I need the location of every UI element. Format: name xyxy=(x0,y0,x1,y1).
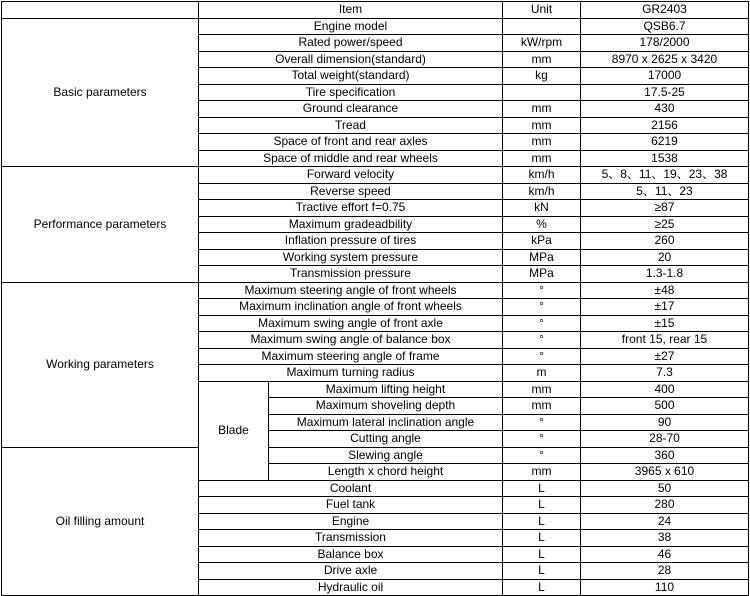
value-cell: 110 xyxy=(581,579,749,596)
group-blade: Blade xyxy=(199,381,269,480)
unit-cell: L xyxy=(503,480,581,497)
value-cell: ≥25 xyxy=(581,216,749,233)
value-cell: 7.3 xyxy=(581,365,749,382)
value-cell: 28 xyxy=(581,563,749,580)
value-cell: 430 xyxy=(581,101,749,118)
value-cell: ≥87 xyxy=(581,200,749,217)
unit-cell: km/h xyxy=(503,183,581,200)
unit-cell: mm xyxy=(503,134,581,151)
unit-cell: L xyxy=(503,530,581,547)
value-cell: ±48 xyxy=(581,282,749,299)
table-row xyxy=(2,282,749,299)
item-cell: Drive axle xyxy=(199,563,503,580)
item-cell: Rated power/speed xyxy=(199,35,503,52)
item-cell: Hydraulic oil xyxy=(199,579,503,596)
value-cell: 5、8、11、19、23、38 xyxy=(581,167,749,184)
value-cell: 20 xyxy=(581,249,749,266)
unit-cell: mm xyxy=(503,117,581,134)
item-cell: Length x chord height xyxy=(269,464,503,481)
unit-cell: L xyxy=(503,579,581,596)
item-cell: Slewing angle xyxy=(269,447,503,464)
item-cell: Tire specification xyxy=(199,84,503,101)
unit-cell: ° xyxy=(503,447,581,464)
unit-cell xyxy=(503,18,581,35)
item-cell: Coolant xyxy=(199,480,503,497)
item-cell: Maximum lifting height xyxy=(269,381,503,398)
unit-cell: mm xyxy=(503,381,581,398)
unit-cell: ° xyxy=(503,431,581,448)
header-unit: Unit xyxy=(503,2,581,19)
unit-cell: m xyxy=(503,365,581,382)
value-cell: ±27 xyxy=(581,348,749,365)
item-cell: Maximum swing angle of balance box xyxy=(199,332,503,349)
value-cell: 280 xyxy=(581,497,749,514)
item-cell: Working system pressure xyxy=(199,249,503,266)
value-cell: 46 xyxy=(581,546,749,563)
unit-cell: ° xyxy=(503,282,581,299)
item-cell: Maximum inclination angle of front wheels xyxy=(199,299,503,316)
value-cell: 38 xyxy=(581,530,749,547)
unit-cell: L xyxy=(503,563,581,580)
unit-cell: mm xyxy=(503,464,581,481)
unit-cell: mm xyxy=(503,150,581,167)
unit-cell: mm xyxy=(503,101,581,118)
group-working: Working parameters xyxy=(2,282,199,447)
value-cell: 17000 xyxy=(581,68,749,85)
value-cell: QSB6.7 xyxy=(581,18,749,35)
unit-cell: ° xyxy=(503,332,581,349)
item-cell: Ground clearance xyxy=(199,101,503,118)
unit-cell: mm xyxy=(503,398,581,415)
item-cell: Engine xyxy=(199,513,503,530)
group-performance: Performance parameters xyxy=(2,167,199,283)
value-cell: 17.5-25 xyxy=(581,84,749,101)
value-cell: 400 xyxy=(581,381,749,398)
item-cell: Tread xyxy=(199,117,503,134)
unit-cell: kg xyxy=(503,68,581,85)
item-cell: Space of middle and rear wheels xyxy=(199,150,503,167)
item-cell: Maximum turning radius xyxy=(199,365,503,382)
value-cell: 5、11、23 xyxy=(581,183,749,200)
item-cell: Overall dimension(standard) xyxy=(199,51,503,68)
item-cell: Maximum swing angle of front axle xyxy=(199,315,503,332)
value-cell: 28-70 xyxy=(581,431,749,448)
value-cell: 50 xyxy=(581,480,749,497)
spec-table xyxy=(1,1,749,596)
item-cell: Transmission pressure xyxy=(199,266,503,283)
value-cell: 360 xyxy=(581,447,749,464)
item-cell: Maximum shoveling depth xyxy=(269,398,503,415)
item-cell: Maximum steering angle of frame xyxy=(199,348,503,365)
unit-cell: L xyxy=(503,546,581,563)
value-cell: 1538 xyxy=(581,150,749,167)
item-cell: Maximum gradeadbility xyxy=(199,216,503,233)
table-row xyxy=(2,167,749,184)
item-cell: Cutting angle xyxy=(269,431,503,448)
header-row xyxy=(2,2,749,19)
item-cell: Tractive effort f=0.75 xyxy=(199,200,503,217)
value-cell: 500 xyxy=(581,398,749,415)
unit-cell: km/h xyxy=(503,167,581,184)
value-cell: 24 xyxy=(581,513,749,530)
unit-cell: L xyxy=(503,497,581,514)
item-cell: Maximum steering angle of front wheels xyxy=(199,282,503,299)
item-cell: Inflation pressure of tires xyxy=(199,233,503,250)
unit-cell: ° xyxy=(503,348,581,365)
unit-cell: kPa xyxy=(503,233,581,250)
value-cell: 1.3-1.8 xyxy=(581,266,749,283)
item-cell: Forward velocity xyxy=(199,167,503,184)
item-cell: Total weight(standard) xyxy=(199,68,503,85)
item-cell: Maximum lateral inclination angle xyxy=(269,414,503,431)
unit-cell xyxy=(503,84,581,101)
unit-cell: L xyxy=(503,513,581,530)
item-cell: Fuel tank xyxy=(199,497,503,514)
unit-cell: MPa xyxy=(503,249,581,266)
unit-cell: ° xyxy=(503,414,581,431)
value-cell: 6219 xyxy=(581,134,749,151)
value-cell: 90 xyxy=(581,414,749,431)
header-blank xyxy=(2,2,199,19)
unit-cell: MPa xyxy=(503,266,581,283)
group-basic: Basic parameters xyxy=(2,18,199,167)
unit-cell: % xyxy=(503,216,581,233)
unit-cell: mm xyxy=(503,51,581,68)
unit-cell: kN xyxy=(503,200,581,217)
unit-cell: ° xyxy=(503,299,581,316)
value-cell: 260 xyxy=(581,233,749,250)
item-cell: Reverse speed xyxy=(199,183,503,200)
value-cell: 2156 xyxy=(581,117,749,134)
item-cell: Space of front and rear axles xyxy=(199,134,503,151)
value-cell: 3965 x 610 xyxy=(581,464,749,481)
header-item: Item xyxy=(199,2,503,19)
item-cell: Engine model xyxy=(199,18,503,35)
item-cell: Balance box xyxy=(199,546,503,563)
header-model: GR2403 xyxy=(581,2,749,19)
value-cell: 8970 x 2625 x 3420 xyxy=(581,51,749,68)
unit-cell: ° xyxy=(503,315,581,332)
value-cell: 178/2000 xyxy=(581,35,749,52)
value-cell: ±17 xyxy=(581,299,749,316)
table-row xyxy=(2,447,749,464)
value-cell: ±15 xyxy=(581,315,749,332)
table-row xyxy=(2,18,749,35)
group-oil: Oil filling amount xyxy=(2,447,199,596)
item-cell: Transmission xyxy=(199,530,503,547)
unit-cell: kW/rpm xyxy=(503,35,581,52)
value-cell: front 15, rear 15 xyxy=(581,332,749,349)
